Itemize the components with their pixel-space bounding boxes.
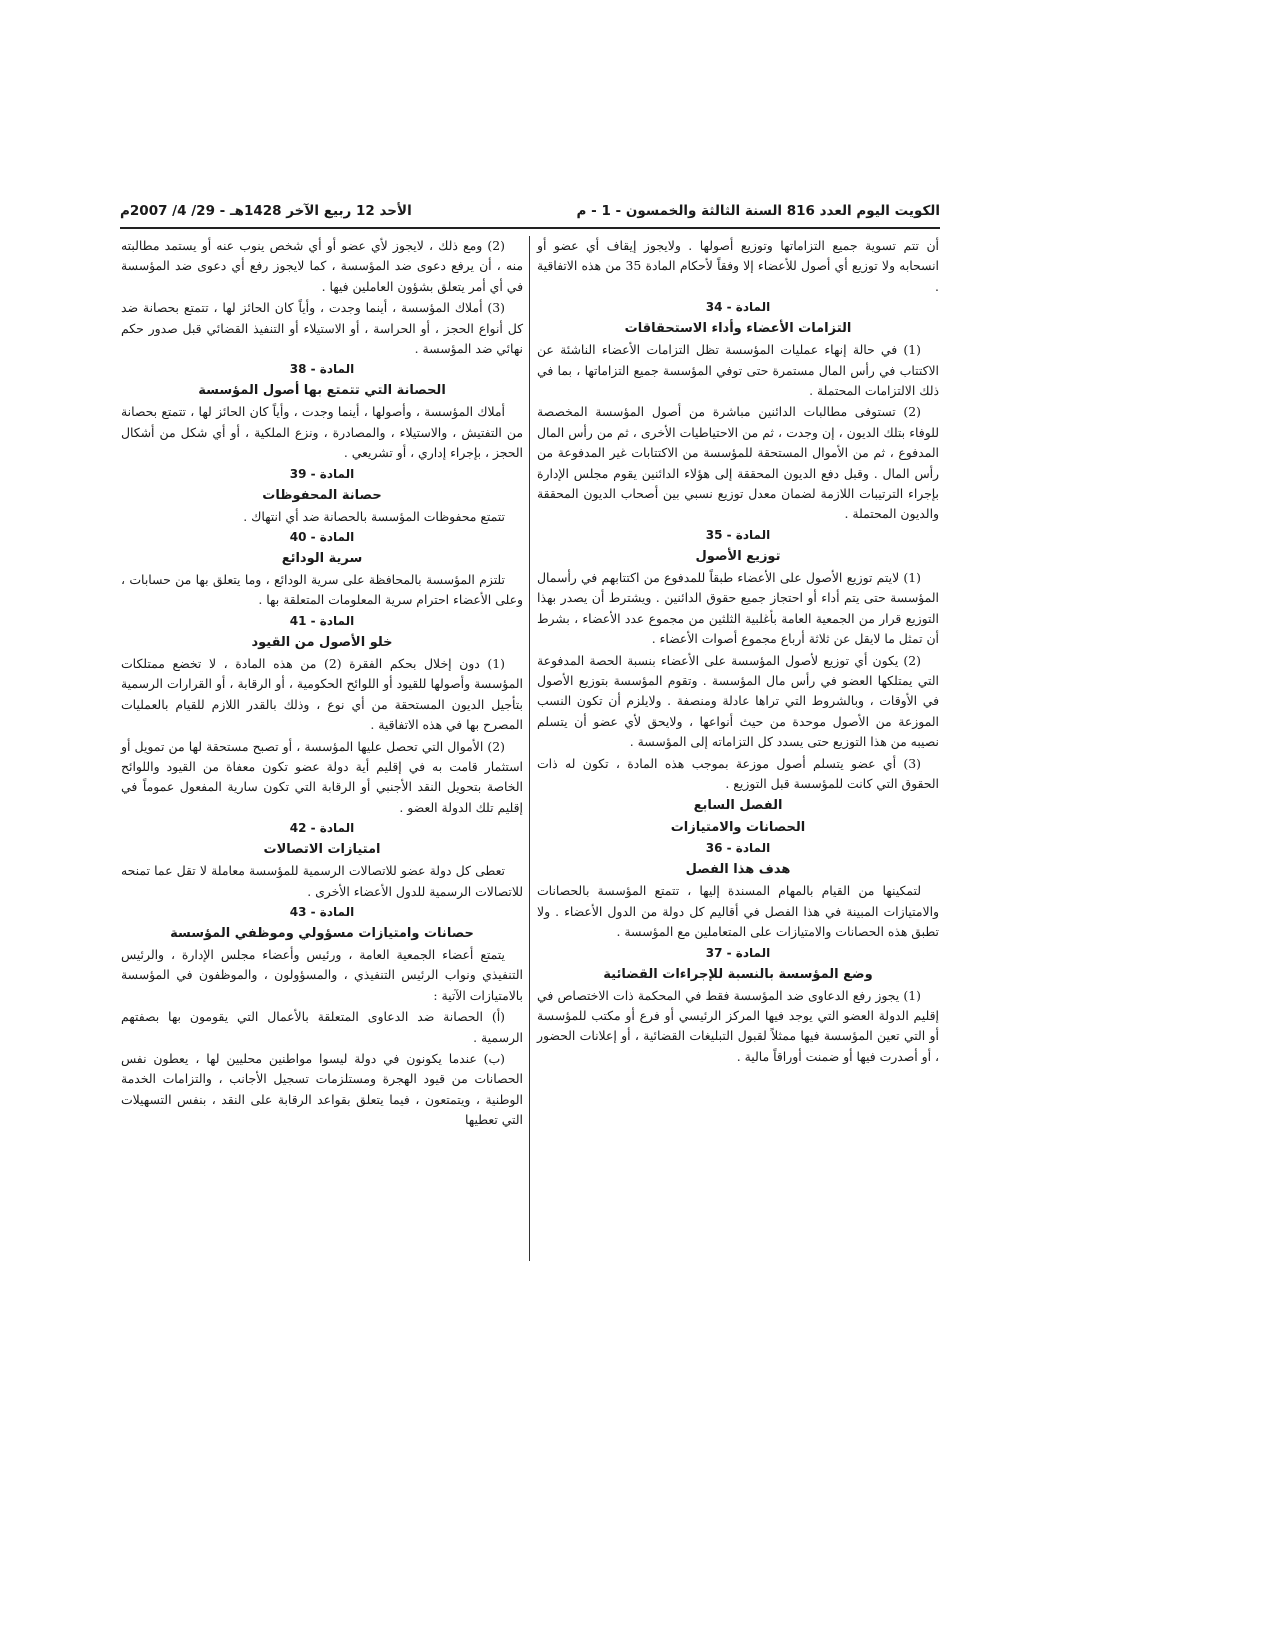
article-number: المادة - 36 — [705, 841, 771, 856]
article-number: المادة - 38 — [289, 362, 355, 377]
paragraph: تلتزم المؤسسة بالمحافظة على سرية الودائع ، وما يتعلق بها من حسابات ، وعلى الأعضاء احترام سرية المعلومات المتعلقة بها . — [121, 572, 523, 608]
article-title: توزيع الأصول — [695, 548, 781, 564]
paragraph: (3) أملاك المؤسسة ، أينما وجدت ، وأياً كان الحائز لها ، تتمتع بحصانة ضد كل أنواع الحجز ، أو الحراسة ، أو الاستيلاء أو التنفيذ القضائي قبل صدور حكم نهائي ضد المؤسسة . — [121, 300, 523, 357]
column-divider — [529, 236, 530, 1261]
paragraph: لتمكينها من القيام بالمهام المسندة إليها ، تتمتع المؤسسة بالحصانات والامتيازات المبينة في هذا الفصل في أقاليم كل دولة من الدول الأعضاء . ولا تطبق هذه الحصانات والامتيازات على المتعاملين مع المؤسسة . — [537, 883, 939, 940]
article-title: هدف هذا الفصل — [685, 862, 791, 878]
paragraph: (1) في حالة إنهاء عمليات المؤسسة تظل التزامات الأعضاء الناشئة عن الاكتتاب في رأس المال مستمرة حتى توفي المؤسسة جميع التزاماتها ، بما في ذلك الالتزامات المحتملة . — [537, 342, 939, 399]
paragraph: (1) دون إخلال بحكم الفقرة (2) من هذه المادة ، لا تخضع ممتلكات المؤسسة وأصولها للقيود أو اللوائح الحكومية ، أو الرقابة ، أو القرارات الرسمية بتأجيل الديون المستحقة من أي نوع ، وذلك بالقدر اللازم للقيام بالعمليات المصرح بها في هذه الاتفاقية . — [121, 655, 523, 733]
article-number: المادة - 40 — [289, 530, 355, 545]
article-title: التزامات الأعضاء وأداء الاستحقاقات — [624, 321, 852, 337]
article-number: المادة - 37 — [705, 945, 771, 960]
article-title: وضع المؤسسة بالنسبة للإجراءات القضائية — [603, 966, 873, 982]
article-title: امتيازات الاتصالات — [263, 842, 381, 858]
paragraph: (2) الأموال التي تحصل عليها المؤسسة ، أو تصبح مستحقة لها من تمويل أو استثمار قامت به في إقليم أية دولة عضو تكون معفاة من القيود واللوائح الخاصة بتحويل النقد الأجنبي أو الرقابة التي تكون سارية المفعول عموماً في إقليم تلك الدولة العضو . — [121, 738, 523, 815]
paragraph: تعطى كل دولة عضو للاتصالات الرسمية للمؤسسة معاملة لا تقل عما تمنحه للاتصالات الرسمية للدول الأعضاء الأخرى . — [121, 863, 523, 899]
paragraph: (2) ومع ذلك ، لايجوز لأي عضو أو أي شخص ينوب عنه أو يستمد مطالبته منه ، أن يرفع دعوى ضد المؤسسة ، كما لايجوز رفع أي دعوى ضد المؤسسة في أي أمر يتعلق بشؤون العاملين فيها . — [121, 238, 523, 294]
paragraph: (ب) عندما يكونون في دولة ليسوا مواطنين محليين لها ، يعطون نفس الحصانات من قيود الهجرة ومستلزمات تسجيل الأجانب ، والتزامات الخدمة الوطنية ، ويتمتعون ، فيما يتعلق بقواعد الرقابة على النقد ، بنفس التسهيلات التي تعطيها — [121, 1050, 523, 1128]
paragraph: (3) أي عضو يتسلم أصول موزعة بموجب هذه المادة ، تكون له ذات الحقوق التي كانت للمؤسسة قبل التوزيع . — [537, 755, 939, 791]
right-column — [537, 236, 939, 1068]
paragraph: أن تتم تسوية جميع التزاماتها وتوزيع أصولها . ولايجوز إيقاف أي عضو أو انسحابه ولا توزيع أي أصول للأعضاء إلا وفقاً لأحكام المادة 35 من هذه الاتفاقية . — [537, 238, 939, 294]
page-header — [120, 203, 940, 229]
paragraph: تتمتع محفوظات المؤسسة بالحصانة ضد أي انتهاك . — [243, 508, 505, 524]
article-title: خلو الأصول من القيود — [251, 634, 393, 650]
article-title: حصانة المحفوظات — [262, 487, 382, 503]
paragraph: (1) يجوز رفع الدعاوى ضد المؤسسة فقط في المحكمة ذات الاختصاص في إقليم الدولة العضو التي يوجد فيها المركز الرئيسي أو فرع أو مكتب للمؤسسة أو التي تعين المؤسسة فيها ممثلاً لقبول التبليغات القضائية ، أو إعلانات الحضور ، أو أصدرت فيها أو ضمنت أوراقاً مالية . — [537, 987, 939, 1064]
paragraph: (2) يكون أي توزيع لأصول المؤسسة على الأعضاء بنسبة الحصة المدفوعة التي يمتلكها العضو في رأس مال المؤسسة . وتقوم المؤسسة بتوزيع الأصول في الأوقات ، وبالشروط التي تراها عادلة ومنصفة . ولايلزم أن تكون النسب الموزعة من الأصول موحدة من حيث أنواعها ، ولايحق لأي عضو أن يتسلم نصيبه من هذا التوزيع حتى يسدد كل التزاماته إلى المؤسسة . — [537, 652, 939, 750]
article-number: المادة - 41 — [289, 613, 355, 628]
chapter-heading: الفصل السابع — [693, 798, 783, 814]
chapter-title: الحصانات والامتيازات — [670, 820, 806, 836]
paragraph: (2) تستوفى مطالبات الدائنين مباشرة من أصول المؤسسة المخصصة للوفاء بتلك الديون ، إن وجدت ، ثم من الاحتياطيات الأخرى ، ثم من رأس المال المدفوع ، ثم من الأموال المستحقة للمؤسسة من الاكتتابات غير المدفوعة من رأس المال . وقبل دفع الديون المحققة إلى هؤلاء الدائنين يقوم مجلس الإدارة بإجراء الترتيبات اللازمة لضمان معدل توزيع نسبي بين أصحاب الديون المحققة والديون المحتملة . — [537, 404, 939, 522]
article-title: الحصانة التي تتمتع بها أصول المؤسسة — [198, 383, 446, 399]
paragraph: (1) لايتم توزيع الأصول على الأعضاء طبقاً للمدفوع من اكتتابهم في رأسمال المؤسسة حتى يتم أداء أو احتجاز جميع حقوق الدائنين . ويشترط أن يصدر بهذا التوزيع قرار من الجمعية العامة بأغلبية الثلثين من مجموع عدد الأعضاء ، بشرط أن تمثل ما لايقل عن ثلاثة أرباع مجموع أصوات الأعضاء . — [537, 569, 939, 647]
article-number: المادة - 39 — [289, 466, 355, 481]
paragraph: (أ) الحصانة ضد الدعاوى المتعلقة بالأعمال التي يقومون بها بصفتهم الرسمية . — [121, 1009, 523, 1045]
paragraph: أملاك المؤسسة ، وأصولها ، أينما وجدت ، وأياً كان الحائز لها ، تتمتع بحصانة من التفتيش ، والاستيلاء ، والمصادرة ، ونزع الملكية ، أو أي شكل من أشكال الحجز ، بإجراء إداري ، أو تشريعي . — [121, 404, 523, 461]
article-number: المادة - 34 — [705, 300, 771, 315]
paragraph: يتمتع أعضاء الجمعية العامة ، ورئيس وأعضاء مجلس الإدارة ، والرئيس التنفيذي ونواب الرئيس التنفيذي ، والمسؤولون ، والموظفون في المؤسسة بالامتيازات الآتية : — [121, 946, 523, 1003]
header-date: الأحد 12 ربيع الآخر 1428هـ - 29/ 4/ 2007م — [120, 203, 412, 219]
left-column — [121, 236, 523, 1132]
article-number: المادة - 35 — [705, 527, 771, 542]
article-title: سرية الودائع — [281, 551, 363, 567]
article-number: المادة - 43 — [289, 904, 355, 919]
article-number: المادة - 42 — [289, 821, 355, 836]
article-title: حصانات وامتيازات مسؤولي وموظفي المؤسسة — [170, 925, 474, 941]
header-publication: الكويت اليوم العدد 816 السنة الثالثة والخمسون - 1 - م — [576, 203, 940, 219]
